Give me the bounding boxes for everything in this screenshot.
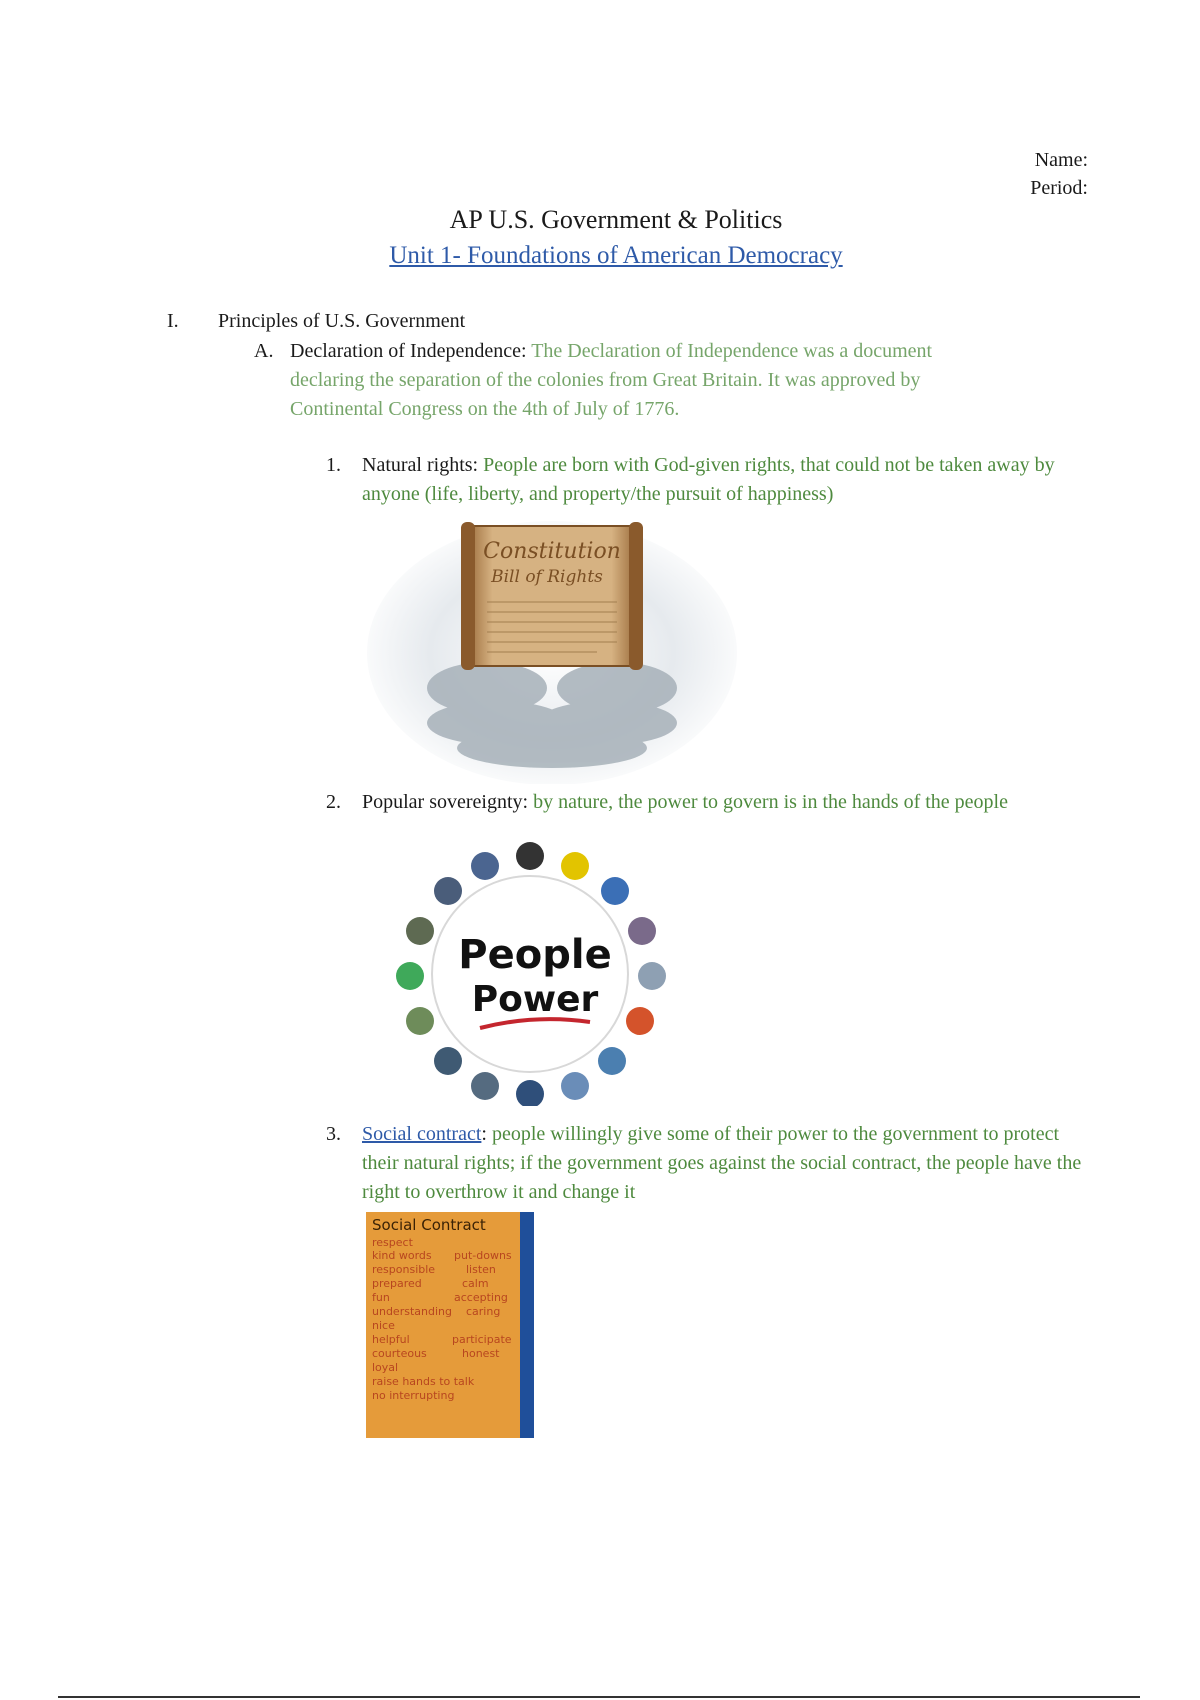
page-bottom-rule bbox=[58, 1696, 1140, 1698]
poster-word: understanding bbox=[372, 1305, 452, 1318]
item-description: people willingly give some of their power to the government to protect their natural rights; if the government goes against the social contract, the people have the right to overthrow it and change it bbox=[362, 1123, 1082, 1203]
item-description: People are born with God-given rights, that could not be taken away by anyone (life, liberty, and property/the pursuit of happiness) bbox=[362, 454, 1055, 505]
people-text: People bbox=[458, 932, 612, 978]
poster-word: helpful bbox=[372, 1333, 410, 1346]
social-contract-poster-image bbox=[366, 1212, 534, 1438]
period-label: Period: bbox=[1030, 177, 1088, 199]
poster-word: honest bbox=[462, 1347, 500, 1360]
subsection-term: Declaration of Independence: bbox=[290, 340, 527, 362]
poster-word: caring bbox=[466, 1305, 501, 1318]
subsection-description: The Declaration of Independence was a document declaring the separation of the colonies from Great Britain. It was approved by Continental Congress on the 4th of July of 1776. bbox=[290, 340, 933, 420]
scroll-text-1: Constitution bbox=[483, 539, 621, 564]
item-term: Natural rights: bbox=[362, 454, 479, 476]
roman-numeral: I. bbox=[167, 310, 179, 332]
poster-word: calm bbox=[462, 1277, 489, 1290]
item-description: by nature, the power to govern is in the hands of the people bbox=[533, 791, 1008, 813]
scroll-text-2: Bill of Rights bbox=[491, 567, 603, 587]
poster-word: prepared bbox=[372, 1277, 422, 1290]
people-power-image bbox=[390, 836, 670, 1106]
poster-title: Social Contract bbox=[372, 1216, 486, 1234]
subsection-declaration bbox=[290, 337, 1010, 424]
item-term-suffix: : bbox=[481, 1123, 487, 1145]
poster-word: fun bbox=[372, 1291, 390, 1304]
item-number: 3. bbox=[326, 1123, 341, 1145]
social-contract-link[interactable]: Social contract bbox=[362, 1123, 482, 1145]
poster-word: loyal bbox=[372, 1361, 399, 1374]
poster-word: raise hands to talk bbox=[372, 1375, 475, 1388]
poster-word: listen bbox=[466, 1263, 496, 1276]
name-period-block bbox=[1030, 146, 1088, 202]
poster-word: accepting bbox=[454, 1291, 508, 1304]
poster-word: participate bbox=[452, 1333, 512, 1346]
poster-word: nice bbox=[372, 1319, 395, 1332]
constitution-scroll-image bbox=[367, 518, 747, 784]
item-natural-rights bbox=[362, 451, 1062, 509]
poster-word: courteous bbox=[372, 1347, 427, 1360]
item-number: 1. bbox=[326, 454, 341, 476]
item-term: Popular sovereignty: bbox=[362, 791, 529, 813]
name-label: Name: bbox=[1034, 149, 1088, 171]
poster-word: respect bbox=[372, 1236, 413, 1249]
item-social-contract bbox=[362, 1120, 1092, 1207]
poster-word: put-downs bbox=[454, 1249, 512, 1262]
power-text: Power bbox=[471, 979, 599, 1020]
poster-word: responsible bbox=[372, 1263, 436, 1276]
section-heading: Principles of U.S. Government bbox=[218, 310, 466, 332]
poster-word: kind words bbox=[372, 1249, 432, 1262]
item-popular-sovereignty bbox=[362, 788, 1102, 817]
poster-word: no interrupting bbox=[372, 1389, 455, 1402]
unit-link[interactable]: Unit 1- Foundations of American Democracy bbox=[389, 242, 843, 269]
subsection-letter: A. bbox=[254, 340, 274, 362]
item-number: 2. bbox=[326, 791, 341, 813]
page-title: AP U.S. Government & Politics bbox=[449, 205, 783, 234]
